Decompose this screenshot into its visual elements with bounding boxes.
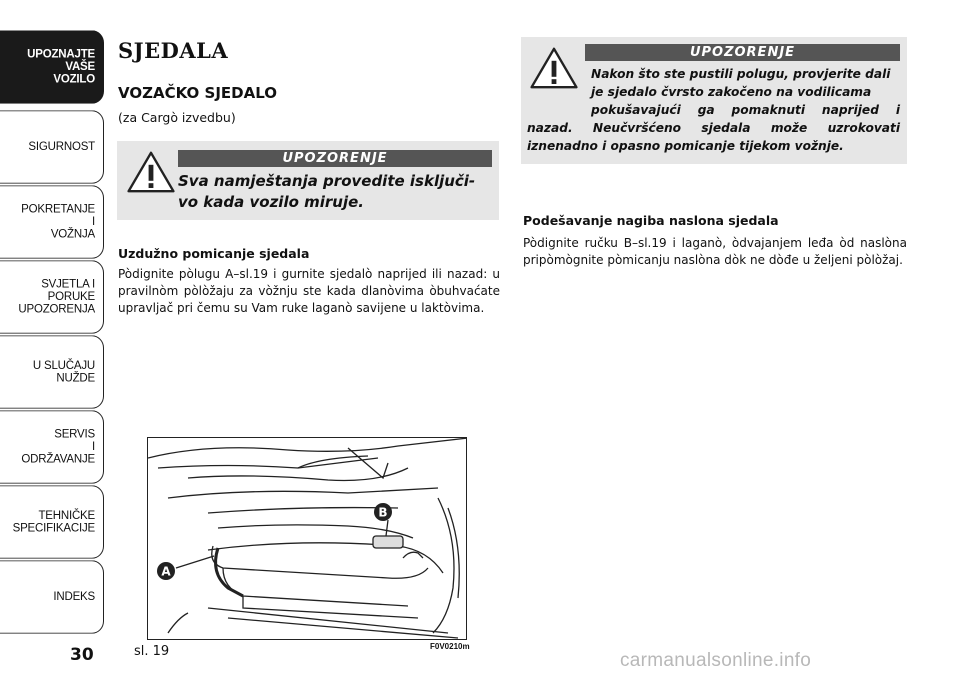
paragraph-longitudinal: Pòdignite pòlugu A–sl.19 i gurnite sjedalò naprijed ili nazad: u pravilnòm pòlòžaju za vòžnju ste kada dlanòvima òbuhvaćate upravljač pri čemu su Vam ruke laganò savijene u laktòvima. [118,267,500,315]
figure-caption: sl. 19 [134,644,170,659]
sidebar-tab-label: POKRETANJE [21,203,95,216]
sidebar-tab-label: INDEKS [53,590,95,604]
seat-figure [147,437,467,640]
watermark: carmanualsonline.info [620,650,812,671]
section-title-longitudinal: Uzdužno pomicanje sjedala [118,246,310,261]
sidebar-tab-1[interactable] [0,30,104,104]
callout-a-label: A [161,564,171,579]
sidebar-tab-label: VAŠE [65,60,95,74]
sidebar-tab-label: I [92,215,95,229]
sidebar-tab-2[interactable] [0,110,104,184]
page-title: SJEDALA [118,38,229,63]
sidebar-tab-label: SPECIFIKACIJE [12,522,95,535]
sidebar-tab-3[interactable] [0,185,104,259]
section-heading: VOZAČKO SJEDALO [118,84,277,102]
warning-label: UPOZORENJE [178,150,492,167]
warning-box-left [117,141,499,220]
sidebar-tab-label: VOŽNJA [50,228,95,241]
warning-text-line2: vo kada vozilo miruje. [178,193,364,211]
sidebar-tab-8[interactable] [0,560,104,634]
warning-text-line1: Sva namještanja provedite isključi- [178,172,476,190]
sidebar-tab-label: SERVIS [54,428,95,441]
warning-text-line1: Nakon što ste pustili polugu, provjerite dali [591,67,891,81]
seat-illustration [148,438,467,640]
sidebar-tab-5[interactable] [0,335,104,409]
paragraph-backrest: Pòdignite ručku B–sl.19 i laganò, òdvajanjem leđa òd naslòna pripòmògnite pòmicanju naslòna dòk ne dòđe u željeni pòlòžaj. [523,236,907,267]
sidebar-tab-4[interactable] [0,260,104,334]
warning-text-line3: pokušavajući ga pomaknuti naprijed i [591,103,900,117]
sidebar-tab-label: U SLUČAJU [32,359,95,372]
sidebar-tab-label: ODRŽAVANJE [21,453,95,466]
warning-box-right [521,37,907,164]
sidebar-tab-6[interactable] [0,410,104,484]
callout-b-label: B [378,505,388,520]
variant-note: (za Cargò izvedbu) [118,110,236,125]
warning-triangle-icon [530,47,578,89]
section-title-backrest: Podešavanje nagiba naslona sjedala [523,213,779,228]
sidebar-tab-label: TEHNIČKE [38,509,95,522]
sidebar-tab-7[interactable] [0,485,104,559]
warning-text-line2: je sjedalo čvrsto zakočeno na vodilicama [591,85,872,99]
page-number: 30 [70,645,94,665]
sidebar-tab-label: I [92,440,95,454]
sidebar-tab-label: NUŽDE [56,372,95,385]
sidebar-tab-label: SIGURNOST [28,140,95,154]
sidebar-tab-label: PORUKE [47,290,95,304]
warning-text-line4: nazad. Neučvršćeno sjedala može uzrokovati [527,121,900,135]
sidebar-tab-label: UPOZNAJTE [27,48,95,61]
warning-label: UPOZORENJE [585,44,900,61]
warning-triangle-icon [127,151,175,193]
warning-text-line5: iznenadno i opasno pomicanje tijekom vožnje. [527,139,844,153]
figure-code: F0V0210m [430,642,470,651]
sidebar-tab-label: UPOZORENJA [18,303,95,316]
sidebar-tab-label: SVJETLA I [41,278,95,291]
sidebar-tab-label: VOZILO [53,73,95,86]
